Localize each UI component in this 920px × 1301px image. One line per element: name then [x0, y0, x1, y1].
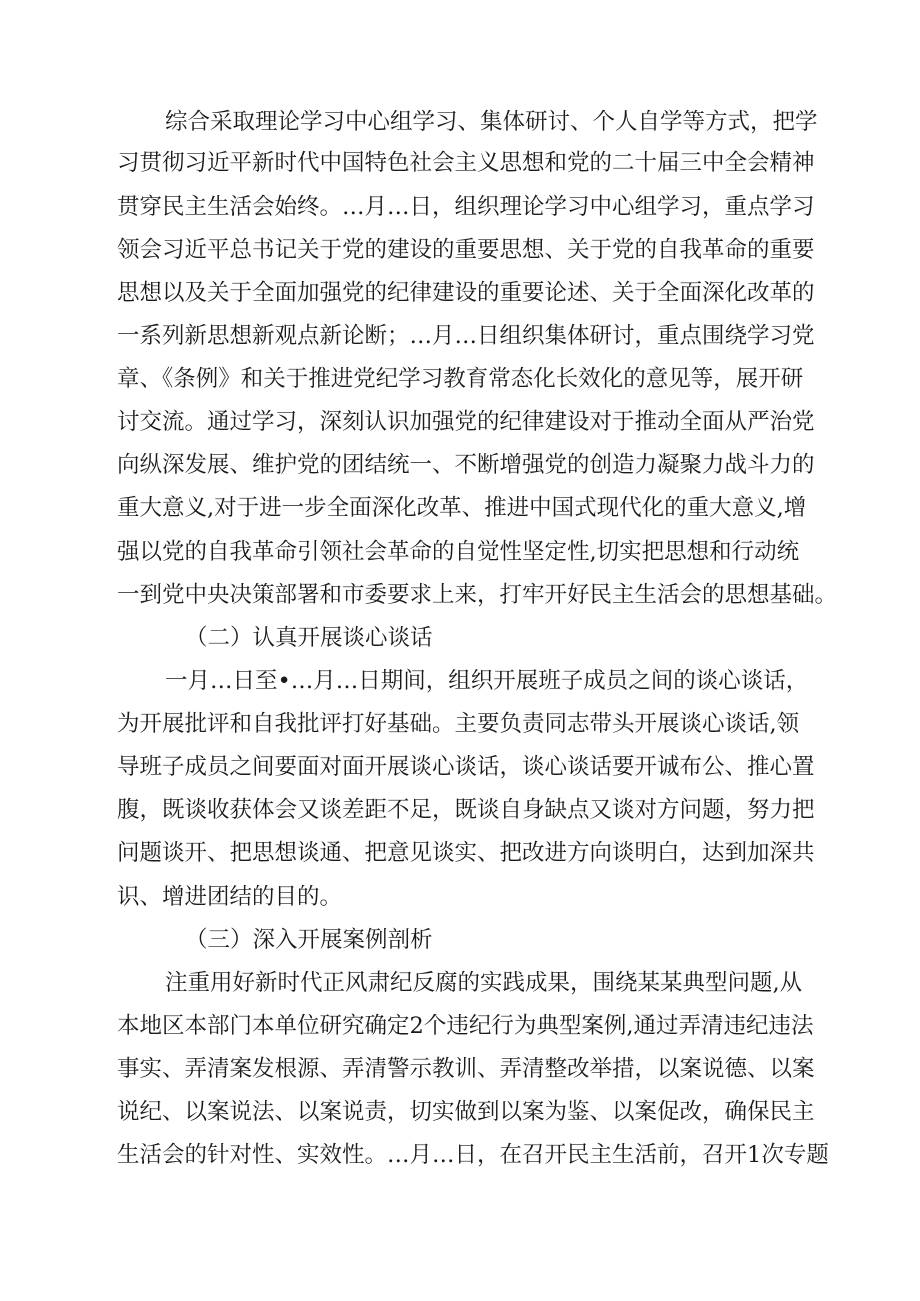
paragraph-2-line-3: 导班子成员之间要面对面开展谈心谈话，谈心谈话要开诚布公、推心置: [117, 754, 815, 780]
paragraph-2-line-5: 问题谈开、把思想谈通、把意见谈实、把改进方向谈明白，达到加深共: [117, 840, 815, 866]
paragraph-2-line-2: 为开展批评和自我批评打好基础。主要负责同志带头开展谈心谈话,领: [117, 711, 800, 737]
paragraph-1-line-12: 一到党中央决策部署和市委要求上来，打牢开好民主生活会的思想基础。: [117, 582, 838, 608]
paragraph-1-line-3: 贯穿民主生活会始终。…月…日，组织理论学习中心组学习，重点学习: [117, 194, 815, 220]
paragraph-1-line-1: 综合采取理论学习中心组学习、集体研讨、个人自学等方式，把学: [165, 109, 818, 135]
paragraph-3-line-3: 事实、弄清案发根源、弄清警示教训、弄清整改举措，以案说德、以案: [117, 1056, 815, 1082]
paragraph-3-line-2: 本地区本部门本单位研究确定2个违纪行为典型案例,通过弄清违纪违法: [117, 1013, 814, 1039]
paragraph-1-line-6: 一系列新思想新观点新论断；…月…日组织集体研讨，重点围绕学习党: [117, 323, 815, 349]
paragraph-2-line-4: 腹，既谈收获体会又谈差距不足，既谈自身缺点又谈对方问题，努力把: [117, 797, 815, 823]
paragraph-1-line-8: 讨交流。通过学习，深刻认识加强党的纪律建设对于推动全面从严治党: [117, 409, 815, 435]
paragraph-2-line-6: 识、增进团结的目的。: [117, 884, 343, 910]
paragraph-1-line-2: 习贯彻习近平新时代中国特色社会主义思想和党的二十届三中全会精神: [117, 150, 815, 176]
paragraph-3-line-4: 说纪、以案说法、以案说责，切实做到以案为鉴、以案促改，确保民主: [117, 1099, 815, 1125]
paragraph-1-line-5: 思想以及关于全面加强党的纪律建设的重要论述、关于全面深化改革的: [117, 280, 815, 306]
paragraph-1-line-9: 向纵深发展、维护党的团结统一、不断增强党的创造力凝聚力战斗力的: [117, 452, 815, 478]
paragraph-2-line-1: 一月…日至•…月…日期间，组织开展班子成员之间的谈心谈话，: [165, 668, 809, 694]
paragraph-3-line-1: 注重用好新时代正风肃纪反腐的实践成果，围绕某某典型问题,从: [165, 970, 803, 996]
paragraph-3-line-5: 生活会的针对性、实效性。…月…日，在召开民主生活前，召开1次专题: [117, 1142, 829, 1168]
paragraph-1-line-10: 重大意义,对于进一步全面深化改革、推进中国式现代化的重大意义,增: [117, 495, 807, 521]
paragraph-1-line-4: 领会习近平总书记关于党的建设的重要思想、关于党的自我革命的重要: [117, 237, 815, 263]
section-heading-2: （二）认真开展谈心谈话: [185, 625, 433, 651]
paragraph-1-line-11: 强以党的自我革命引领社会革命的自觉性坚定性,切实把思想和行动统: [117, 539, 800, 565]
paragraph-1-line-7: 章、《条例》和关于推进党纪学习教育常态化长效化的意见等，展开研: [117, 366, 804, 392]
section-heading-3: （三）深入开展案例剖析: [185, 927, 433, 953]
